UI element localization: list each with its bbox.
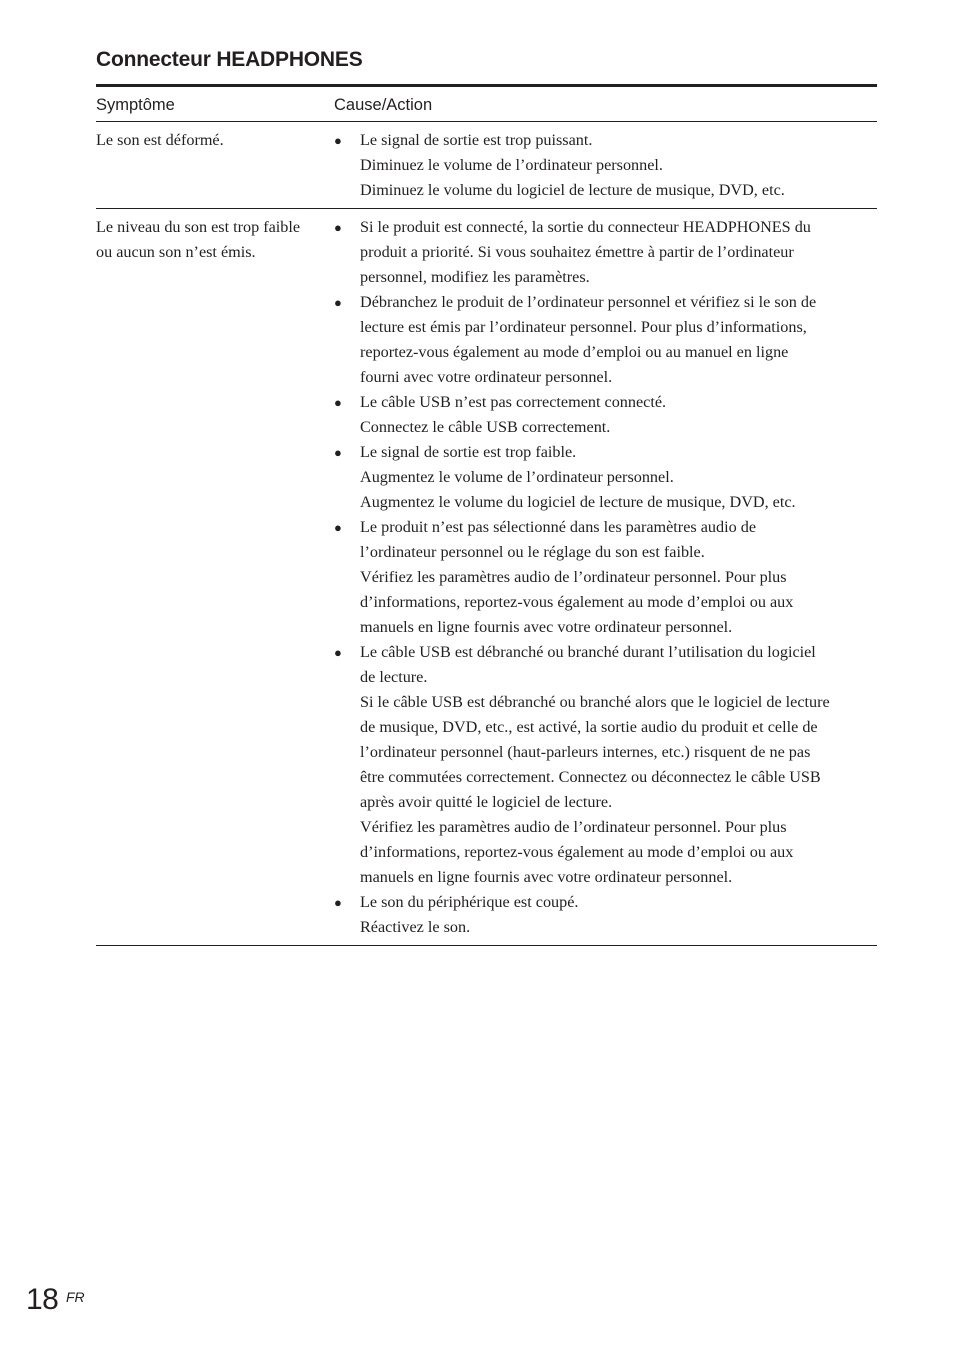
cause-action-line: Si le produit est connecté, la sortie du connecteur HEADPHONES du: [360, 218, 811, 236]
cause-action-line: Vérifiez les paramètres audio de l’ordinateur personnel. Pour plus: [360, 818, 787, 836]
cause-action-item: [334, 290, 877, 390]
cause-action-line: Si le câble USB est débranché ou branché alors que le logiciel de lecture: [360, 693, 830, 711]
cause-action-line: Augmentez le volume du logiciel de lecture de musique, DVD, etc.: [360, 493, 796, 511]
symptom-line: Le son est déformé.: [96, 131, 224, 149]
bullet-icon: ●: [334, 895, 342, 910]
cause-action-item: [334, 640, 877, 890]
symptom-cell: [96, 122, 334, 208]
cause-action-cell: [334, 122, 877, 208]
table-row: [96, 209, 877, 946]
cause-action-item: [334, 515, 877, 640]
cause-action-line: Vérifiez les paramètres audio de l’ordinateur personnel. Pour plus: [360, 568, 787, 586]
cause-action-line: Le câble USB n’est pas correctement connecté.: [360, 393, 667, 411]
cause-action-item: [334, 390, 877, 440]
symptom-line: ou aucun son n’est émis.: [96, 243, 256, 261]
cause-action-line: personnel, modifiez les paramètres.: [360, 268, 590, 286]
cause-action-line: Diminuez le volume du logiciel de lecture de musique, DVD, etc.: [360, 181, 785, 199]
bullet-icon: ●: [334, 395, 342, 410]
bullet-icon: ●: [334, 645, 342, 660]
cause-action-list: [334, 215, 877, 940]
cause-action-line: reportez-vous également au mode d’emploi ou au manuel en ligne: [360, 343, 789, 361]
cause-action-line: Le signal de sortie est trop faible.: [360, 443, 577, 461]
cause-action-list: [334, 128, 877, 203]
cause-action-cell: [334, 209, 877, 945]
section-title: Connecteur HEADPHONES: [96, 48, 363, 71]
cause-action-line: de musique, DVD, etc., est activé, la sortie audio du produit et celle de: [360, 718, 818, 736]
table-body: [96, 122, 877, 946]
symptom-cell: [96, 209, 334, 945]
cause-action-line: d’informations, reportez-vous également au mode d’emploi ou aux: [360, 843, 794, 861]
cause-action-line: après avoir quitté le logiciel de lecture.: [360, 793, 613, 811]
cause-action-line: Augmentez le volume de l’ordinateur personnel.: [360, 468, 674, 486]
cause-action-line: Le signal de sortie est trop puissant.: [360, 131, 593, 149]
table-row: [96, 122, 877, 209]
cause-action-line: l’ordinateur personnel ou le réglage du son est faible.: [360, 543, 705, 561]
cause-action-line: être commutées correctement. Connectez ou déconnectez le câble USB: [360, 768, 821, 786]
cause-action-line: lecture est émis par l’ordinateur personnel. Pour plus d’informations,: [360, 318, 807, 336]
bullet-icon: ●: [334, 520, 342, 535]
cause-action-line: manuels en ligne fournis avec votre ordinateur personnel.: [360, 618, 733, 636]
bullet-icon: ●: [334, 445, 342, 460]
cause-action-item: [334, 128, 877, 203]
page-number: 18: [26, 1283, 59, 1316]
troubleshooting-table: [96, 84, 877, 946]
cause-action-item: [334, 890, 877, 940]
cause-action-line: l’ordinateur personnel (haut-parleurs internes, etc.) risquent de ne pas: [360, 743, 811, 761]
header-cause-action: Cause/Action: [334, 96, 433, 114]
cause-action-item: [334, 440, 877, 515]
cause-action-line: Le son du périphérique est coupé.: [360, 893, 579, 911]
bullet-icon: ●: [334, 220, 342, 235]
cause-action-line: de lecture.: [360, 668, 428, 686]
cause-action-line: Connectez le câble USB correctement.: [360, 418, 611, 436]
header-symptom: Symptôme: [96, 96, 175, 114]
cause-action-line: fourni avec votre ordinateur personnel.: [360, 368, 613, 386]
bullet-icon: ●: [334, 133, 342, 148]
cause-action-line: Diminuez le volume de l’ordinateur personnel.: [360, 156, 663, 174]
cause-action-line: manuels en ligne fournis avec votre ordinateur personnel.: [360, 868, 733, 886]
cause-action-line: d’informations, reportez-vous également au mode d’emploi ou aux: [360, 593, 794, 611]
cause-action-item: [334, 215, 877, 290]
cause-action-line: Débranchez le produit de l’ordinateur personnel et vérifiez si le son de: [360, 293, 817, 311]
table-header: [96, 87, 877, 122]
page-language: FR: [66, 1289, 85, 1305]
bullet-icon: ●: [334, 295, 342, 310]
cause-action-line: Réactivez le son.: [360, 918, 471, 936]
cause-action-line: Le câble USB est débranché ou branché durant l’utilisation du logiciel: [360, 643, 816, 661]
cause-action-line: Le produit n’est pas sélectionné dans les paramètres audio de: [360, 518, 757, 536]
cause-action-line: produit a priorité. Si vous souhaitez émettre à partir de l’ordinateur: [360, 243, 794, 261]
symptom-line: Le niveau du son est trop faible: [96, 218, 301, 236]
